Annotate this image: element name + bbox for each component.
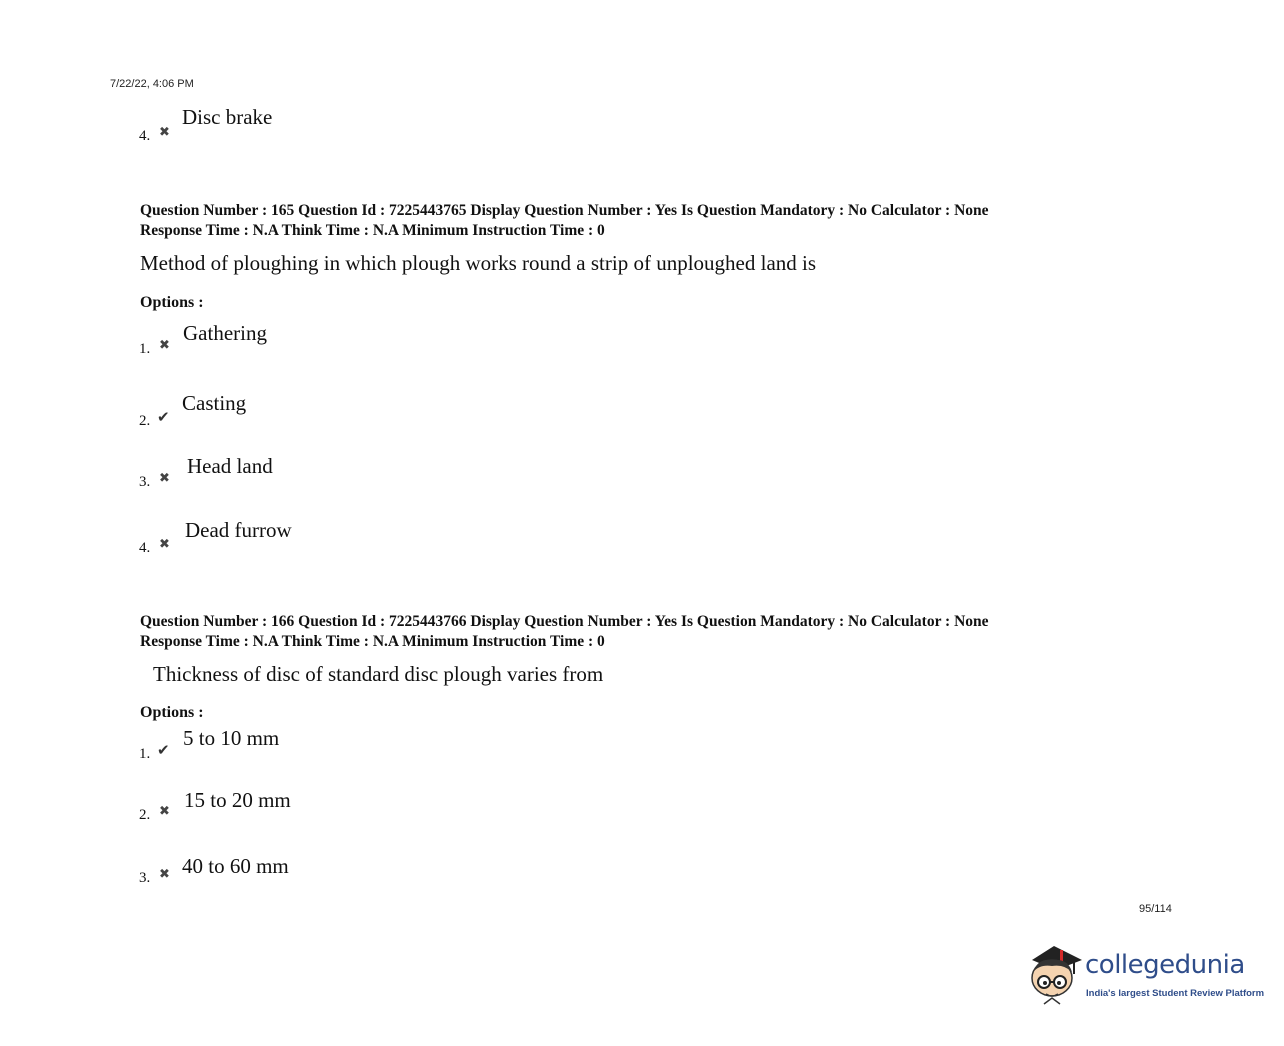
option-number: 4. — [139, 540, 151, 556]
option-text: Disc brake — [182, 105, 273, 129]
correct-check-icon: ✔ — [157, 408, 170, 426]
brand-tagline: India's largest Student Review Platform — [1086, 988, 1265, 999]
question-meta — [140, 201, 989, 240]
print-timestamp: 7/22/22, 4:06 PM — [110, 78, 194, 90]
option-text: Head land — [187, 454, 273, 478]
option-number: 4. — [139, 128, 151, 144]
wrong-mark-icon: ✖ — [159, 338, 170, 353]
question-text: Thickness of disc of standard disc plough varies from — [153, 662, 604, 686]
option-text: 15 to 20 mm — [184, 788, 291, 812]
wrong-mark-icon: ✖ — [159, 125, 170, 140]
option-text: 40 to 60 mm — [182, 854, 289, 878]
question-meta-line1: Question Number : 166 Question Id : 7225443766 Display Question Number : Yes Is Question Mandatory : No Calculator : None — [140, 613, 989, 630]
option-number: 2. — [139, 413, 151, 429]
page-number: 95/114 — [1139, 903, 1172, 915]
option-number: 1. — [139, 341, 151, 357]
option-number: 1. — [139, 746, 151, 762]
question-meta-line2: Response Time : N.A Think Time : N.A Minimum Instruction Time : 0 — [140, 221, 605, 239]
wrong-mark-icon: ✖ — [159, 867, 170, 882]
question-text: Method of ploughing in which plough works round a strip of unploughed land is — [140, 251, 817, 275]
option-number: 2. — [139, 807, 151, 823]
option-text: Dead furrow — [185, 518, 292, 542]
option-text: Gathering — [183, 321, 267, 345]
question-meta — [140, 612, 989, 651]
wrong-mark-icon: ✖ — [159, 804, 170, 819]
option-number: 3. — [139, 474, 151, 490]
option-number: 3. — [139, 870, 151, 886]
options-label: Options : — [140, 294, 204, 311]
collegedunia-mascot-icon — [1024, 940, 1088, 1010]
option-text: Casting — [182, 391, 247, 415]
brand-name: collegedunia — [1085, 950, 1245, 980]
wrong-mark-icon: ✖ — [159, 471, 170, 486]
question-meta-line2: Response Time : N.A Think Time : N.A Minimum Instruction Time : 0 — [140, 632, 605, 650]
wrong-mark-icon: ✖ — [159, 537, 170, 552]
options-label: Options : — [140, 704, 204, 721]
question-meta-line1: Question Number : 165 Question Id : 7225443765 Display Question Number : Yes Is Question Mandatory : No Calculator : None — [140, 202, 989, 219]
correct-check-icon: ✔ — [157, 741, 170, 759]
option-text: 5 to 10 mm — [183, 726, 280, 750]
